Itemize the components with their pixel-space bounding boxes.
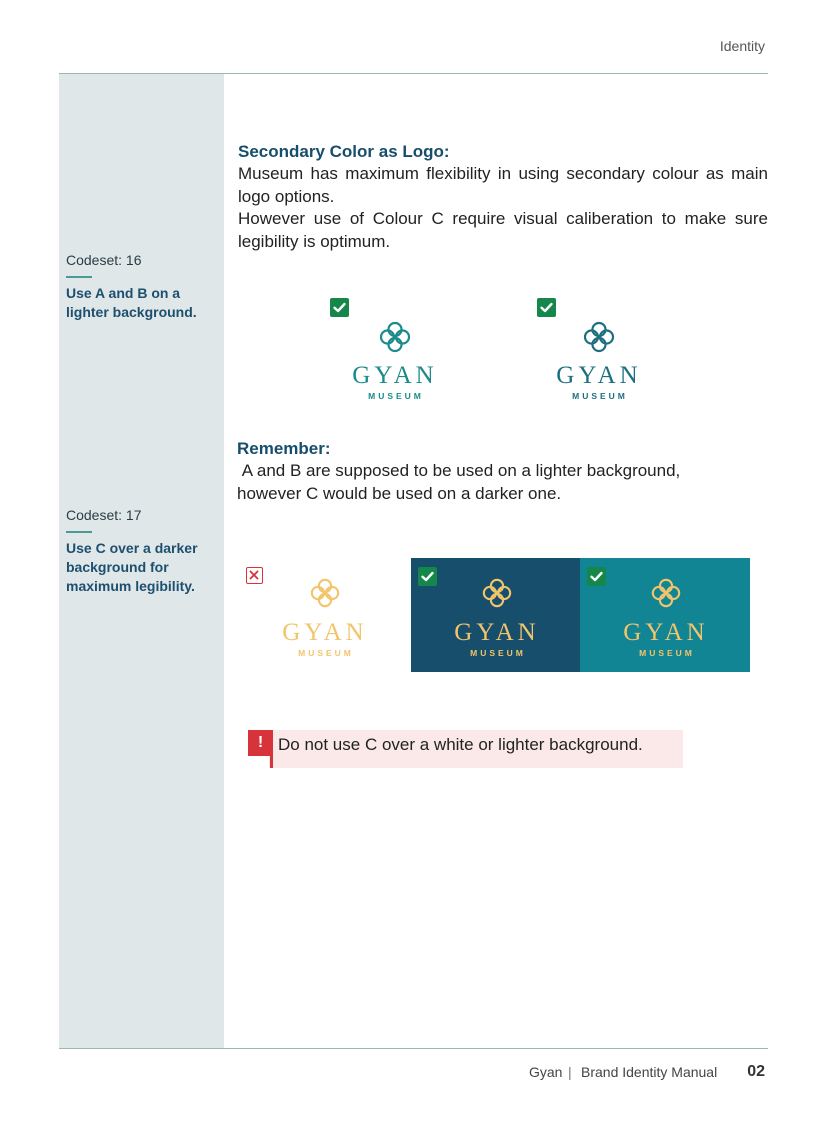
check-icon — [330, 298, 349, 317]
codeset-divider — [66, 531, 92, 533]
warning-flag-stem — [270, 756, 273, 768]
logo-subtitle: MUSEUM — [572, 391, 628, 401]
sidebar-note-16: Use A and B on a lighter background. — [66, 285, 197, 320]
remember-paragraph: A and B are supposed to be used on a lighter background, however C would be used on a darker one. — [237, 461, 686, 503]
logo-wordmark: GYAN — [556, 362, 642, 389]
check-icon — [537, 298, 556, 317]
logo-subtitle: MUSEUM — [470, 648, 526, 658]
quatrefoil-icon — [582, 320, 616, 359]
logo-wordmark: GYAN — [352, 362, 438, 389]
quatrefoil-icon — [650, 577, 682, 614]
codeset-divider — [66, 276, 92, 278]
logo-subtitle: MUSEUM — [368, 391, 424, 401]
footer-rule — [59, 1048, 768, 1049]
logo-wordmark: GYAN — [282, 619, 368, 646]
warning-text: Do not use C over a white or lighter background. — [278, 735, 643, 754]
remember-heading: Remember: — [237, 439, 331, 458]
footer-title: Brand Identity Manual — [581, 1064, 718, 1080]
codeset-label-16: Codeset: 16 — [66, 252, 142, 268]
check-icon — [587, 567, 606, 586]
section-heading: Secondary Color as Logo: — [238, 142, 450, 161]
footer-brand: Gyan — [529, 1064, 563, 1080]
logo-wordmark: GYAN — [623, 619, 709, 646]
section-label: Identity — [719, 38, 765, 54]
cross-icon — [246, 567, 263, 584]
check-icon — [418, 567, 437, 586]
quatrefoil-icon — [481, 577, 513, 614]
logo-wordmark: GYAN — [454, 619, 540, 646]
section-paragraph: Museum has maximum flexibility in using secondary colour as main logo options. — [238, 164, 768, 206]
codeset-label-17: Codeset: 17 — [66, 507, 142, 523]
section-paragraph: However use of Colour C require visual caliberation to make sure legibility is optimum. — [238, 209, 768, 251]
quatrefoil-icon — [378, 320, 412, 359]
quatrefoil-icon — [309, 577, 341, 614]
footer-separator: | — [568, 1064, 572, 1080]
warning-icon: ! — [248, 730, 273, 756]
logo-subtitle: MUSEUM — [639, 648, 695, 658]
logo-subtitle: MUSEUM — [298, 648, 354, 658]
sidebar-note-17: Use C over a darker background for maximum legibility. — [66, 540, 198, 594]
page-number: 02 — [747, 1063, 765, 1080]
